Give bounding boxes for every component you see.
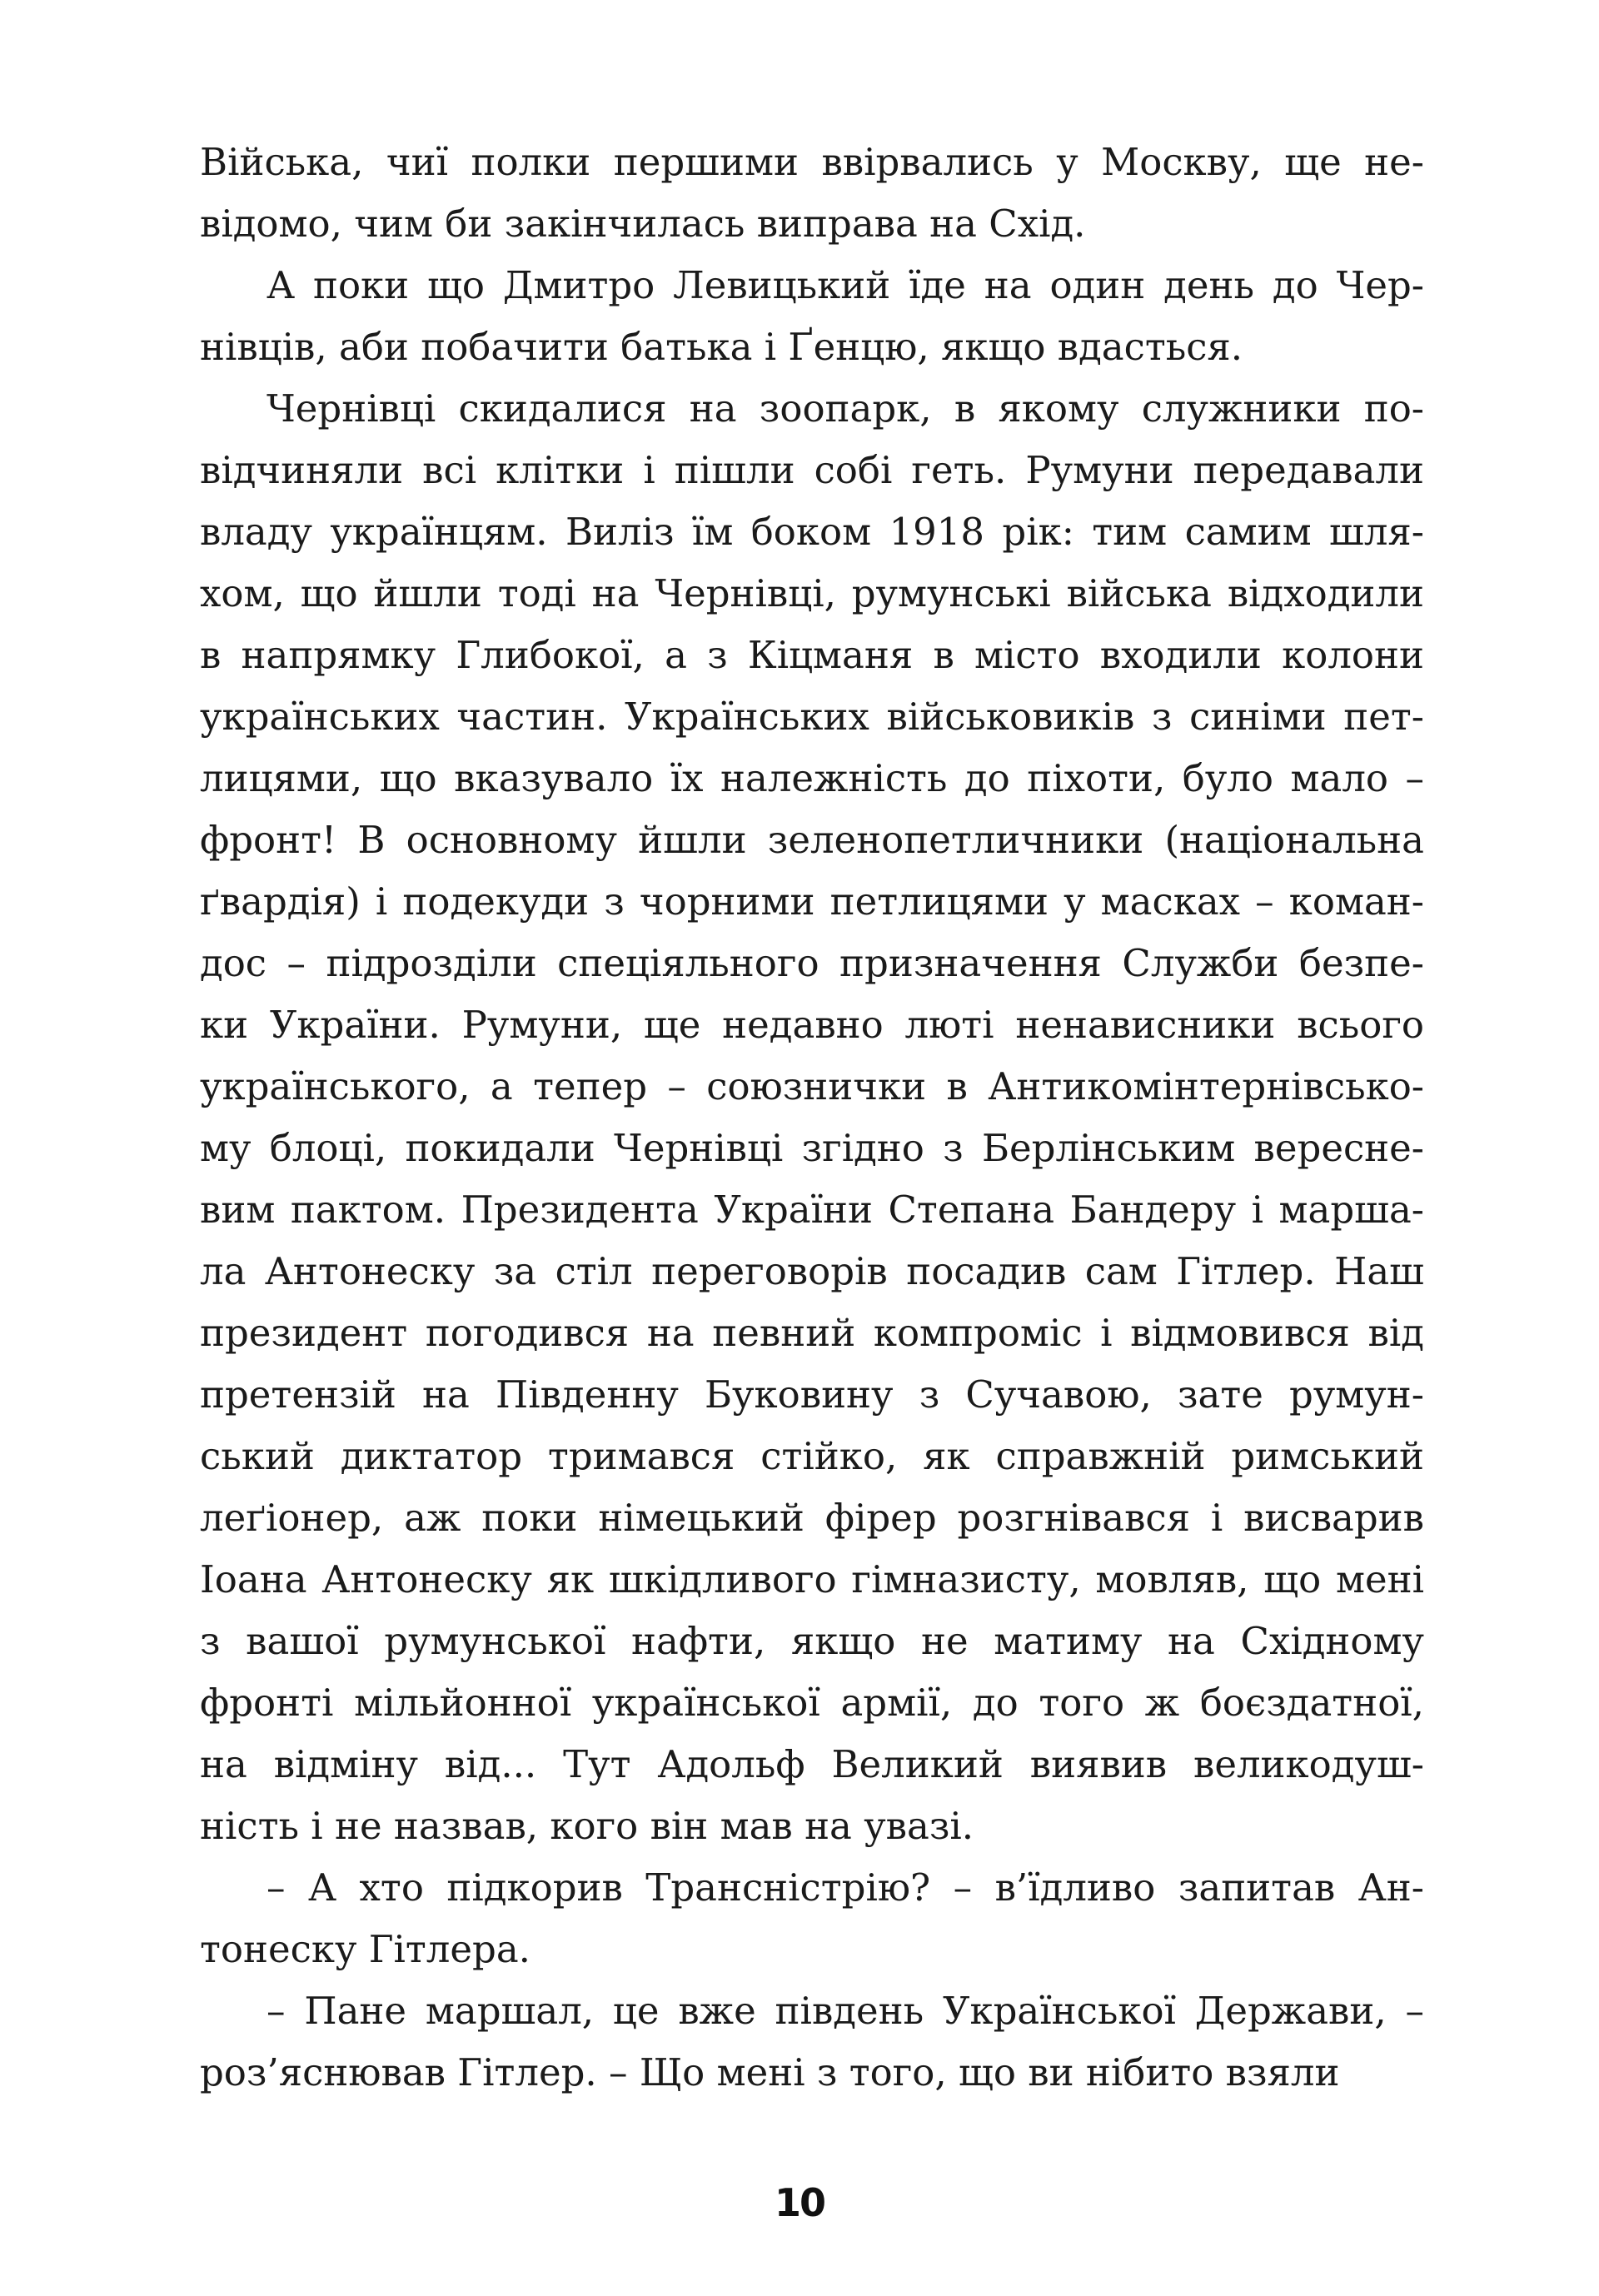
paragraph	[200, 255, 1424, 378]
text-line: з вашої румунської нафти, якщо не матиму на Східному	[200, 1619, 1424, 1663]
text-line: фронт! В основному йшли зеленопетличники (національна	[200, 818, 1424, 862]
page-number: 10	[774, 2180, 824, 2225]
text-line: роз’яснював Гітлер. – Що мені з того, що ви нібито взяли	[200, 2050, 1340, 2094]
text-line: українського, а тепер – союзнички в Антикомінтернівсько-	[200, 1064, 1424, 1108]
text-line: в напрямку Глибокої, а з Кіцманя в місто входили колони	[200, 633, 1424, 677]
text-line: – Пане маршал, це вже південь Української Держави, –	[266, 1989, 1424, 2033]
text-line: ність і не назвав, кого він мав на увазі.	[200, 1804, 974, 1848]
text-line: А поки що Дмитро Левицький їде на один день до Чер-	[266, 263, 1424, 307]
text-line: хом, що йшли тоді на Чернівці, румунські війська відходили	[200, 571, 1424, 615]
text-line: – А хто підкорив Трансністрію? – в’їдливо запитав Ан-	[266, 1865, 1424, 1910]
body-text	[200, 132, 1424, 2104]
text-line: на відміну від... Тут Адольф Великий виявив великодуш-	[200, 1742, 1424, 1786]
text-line: ський диктатор тримався стійко, як справжній римський	[200, 1434, 1424, 1478]
paragraph	[200, 1980, 1424, 2104]
text-line: нівців, аби побачити батька і Ґенцю, якщо вдасться.	[200, 325, 1243, 369]
text-line: Війська, чиї полки першими ввірвались у Москву, ще не-	[200, 140, 1424, 184]
text-line: ки України. Румуни, ще недавно люті ненависники всього	[200, 1003, 1424, 1047]
text-line: леґіонер, аж поки німецький фірер розгнівався і висварив	[200, 1496, 1424, 1540]
text-line: українських частин. Українських військовиків з синіми пет-	[200, 695, 1424, 739]
text-line: ла Антонеску за стіл переговорів посадив сам Гітлер. Наш	[200, 1249, 1424, 1293]
text-line: му блоці, покидали Чернівці згідно з Берлінським вересне-	[200, 1126, 1424, 1170]
text-line: відомо, чим би закінчилась виправа на Схід.	[200, 202, 1086, 246]
paragraph	[200, 132, 1424, 255]
text-line: Іоана Антонеску як шкідливого гімназисту, мовляв, що мені	[200, 1557, 1424, 1601]
text-line: фронті мільйонної української армії, до того ж боєздатної,	[200, 1681, 1424, 1725]
text-line: відчиняли всі клітки і пішли собі геть. Румуни передавали	[200, 448, 1424, 492]
text-line: Чернівці скидалися на зоопарк, в якому служники по-	[266, 386, 1424, 431]
paragraph	[200, 1857, 1424, 1980]
text-line: президент погодився на певний компроміс і відмовився від	[200, 1311, 1424, 1355]
text-line: ґвардія) і подекуди з чорними петлицями у масках – коман-	[200, 879, 1424, 924]
text-line: владу українцям. Виліз їм боком 1918 рік: тим самим шля-	[200, 510, 1424, 554]
text-line: дос – підрозділи спеціяльного призначення Служби безпе-	[200, 941, 1424, 985]
text-line: тонеску Гітлера.	[200, 1927, 531, 1971]
text-line: вим пактом. Президента України Степана Бандеру і марша-	[200, 1188, 1424, 1232]
text-line: лицями, що вказувало їх належність до піхоти, було мало –	[200, 756, 1424, 800]
paragraph	[200, 378, 1424, 1857]
text-line: претензій на Південну Буковину з Сучавою, зате румун-	[200, 1372, 1424, 1417]
